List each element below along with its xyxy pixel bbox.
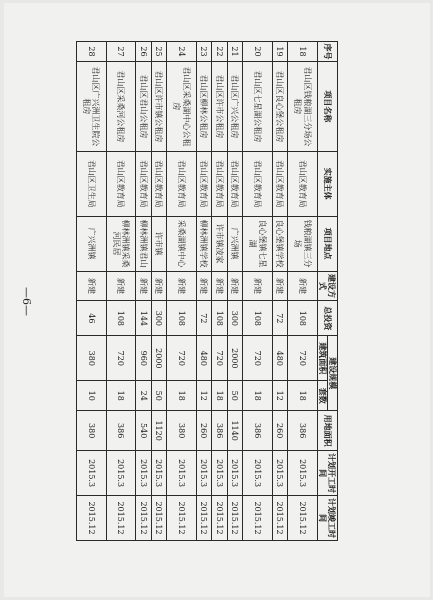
header-name: 项目名称 <box>317 61 337 151</box>
cell-units: 12 <box>196 381 212 411</box>
cell-end: 2015.12 <box>77 496 107 541</box>
cell-entity: 君山区教育局 <box>272 151 288 216</box>
cell-seq: 23 <box>196 42 212 62</box>
cell-end: 2015.12 <box>151 496 167 541</box>
cell-units: 50 <box>151 381 167 411</box>
cell-seq: 19 <box>272 42 288 62</box>
cell-land: 386 <box>288 411 318 451</box>
cell-name: 君山区许市公租房 <box>212 61 228 151</box>
header-seq: 序号 <box>317 42 337 62</box>
cell-start: 2015.3 <box>227 451 243 496</box>
header-end: 计划竣工时间 <box>317 496 337 541</box>
cell-mode: 新建 <box>167 271 197 301</box>
cell-entity: 君山区教育局 <box>106 151 136 216</box>
table-row <box>151 42 167 541</box>
cell-land: 260 <box>272 411 288 451</box>
table-row <box>212 42 228 541</box>
cell-land: 540 <box>136 411 152 451</box>
cell-name: 君山区良心堡公租房 <box>272 61 288 151</box>
cell-units: 18 <box>243 381 273 411</box>
cell-units: 12 <box>272 381 288 411</box>
cell-name: 君山区钱粮湖三分场公租房 <box>288 61 318 151</box>
cell-start: 2015.3 <box>151 451 167 496</box>
cell-start: 2015.3 <box>106 451 136 496</box>
cell-entity: 君山区教育局 <box>288 151 318 216</box>
cell-name: 君山区许市镇公租房 <box>151 61 167 151</box>
cell-seq: 26 <box>136 42 152 62</box>
cell-area: 720 <box>288 336 318 381</box>
header-entity: 实施主体 <box>317 151 337 216</box>
cell-seq: 28 <box>77 42 107 62</box>
cell-name: 君山区君山公租房 <box>136 61 152 151</box>
header-start: 计划开工时间 <box>317 451 337 496</box>
cell-start: 2015.3 <box>243 451 273 496</box>
cell-mode: 新建 <box>136 271 152 301</box>
cell-land: 1120 <box>151 411 167 451</box>
table-row <box>106 42 136 541</box>
cell-location: 钱粮湖镇三分场 <box>288 216 318 271</box>
cell-land: 380 <box>167 411 197 451</box>
cell-mode: 新建 <box>288 271 318 301</box>
cell-end: 2015.12 <box>196 496 212 541</box>
table-row <box>288 42 318 541</box>
cell-start: 2015.3 <box>212 451 228 496</box>
cell-seq: 25 <box>151 42 167 62</box>
cell-entity: 君山区教育局 <box>151 151 167 216</box>
cell-units: 18 <box>106 381 136 411</box>
cell-area: 2000 <box>227 336 243 381</box>
cell-end: 2015.12 <box>243 496 273 541</box>
cell-mode: 新建 <box>106 271 136 301</box>
cell-end: 2015.12 <box>106 496 136 541</box>
cell-start: 2015.3 <box>167 451 197 496</box>
cell-seq: 18 <box>288 42 318 62</box>
table-row <box>227 42 243 541</box>
cell-mode: 新建 <box>196 271 212 301</box>
cell-location: 柳林洲镇君山 <box>136 216 152 271</box>
header-location: 项目地点 <box>317 216 337 271</box>
cell-invest: 300 <box>227 301 243 336</box>
cell-invest: 108 <box>288 301 318 336</box>
page-number: —6— <box>20 287 33 316</box>
cell-location: 广兴洲镇 <box>77 216 107 271</box>
cell-land: 380 <box>77 411 107 451</box>
cell-area: 720 <box>167 336 197 381</box>
table-row <box>243 42 273 541</box>
cell-name: 君山区采桑河公租房 <box>106 61 136 151</box>
cell-invest: 144 <box>136 301 152 336</box>
header-scale: 建设规模 <box>327 336 337 411</box>
table-row <box>196 42 212 541</box>
cell-location: 采桑湖镇中心 <box>167 216 197 271</box>
cell-land: 386 <box>212 411 228 451</box>
cell-name: 君山区柳林公租房 <box>196 61 212 151</box>
cell-start: 2015.3 <box>77 451 107 496</box>
table-row <box>136 42 152 541</box>
cell-location: 良心堡镇学校 <box>272 216 288 271</box>
cell-units: 18 <box>167 381 197 411</box>
cell-end: 2015.12 <box>227 496 243 541</box>
header-invest: 总投资 <box>317 301 337 336</box>
header-land: 用地面积 <box>317 411 337 451</box>
cell-entity: 君山区教育局 <box>167 151 197 216</box>
cell-area: 2000 <box>151 336 167 381</box>
cell-entity: 君山区教育局 <box>136 151 152 216</box>
cell-name: 君山区七星湖公租房 <box>243 61 273 151</box>
cell-invest: 72 <box>272 301 288 336</box>
cell-mode: 新建 <box>212 271 228 301</box>
cell-end: 2015.12 <box>272 496 288 541</box>
cell-area: 960 <box>136 336 152 381</box>
cell-area: 720 <box>212 336 228 381</box>
cell-invest: 108 <box>212 301 228 336</box>
cell-area: 720 <box>243 336 273 381</box>
cell-name: 君山区采桑湖中心公租房 <box>167 61 197 151</box>
cell-start: 2015.3 <box>136 451 152 496</box>
cell-start: 2015.3 <box>288 451 318 496</box>
header-units: 套数 <box>317 381 327 411</box>
cell-units: 50 <box>227 381 243 411</box>
cell-invest: 108 <box>106 301 136 336</box>
cell-seq: 21 <box>227 42 243 62</box>
cell-entity: 君山区教育局 <box>243 151 273 216</box>
cell-invest: 72 <box>196 301 212 336</box>
cell-name: 君山区广兴公租房 <box>227 61 243 151</box>
cell-location: 许市镇 <box>151 216 167 271</box>
cell-end: 2015.12 <box>167 496 197 541</box>
cell-location: 许市镇凌家 <box>212 216 228 271</box>
cell-mode: 新建 <box>77 271 107 301</box>
cell-start: 2015.3 <box>272 451 288 496</box>
cell-seq: 24 <box>167 42 197 62</box>
cell-invest: 46 <box>77 301 107 336</box>
document-page <box>4 3 430 597</box>
cell-end: 2015.12 <box>136 496 152 541</box>
cell-entity: 君山区卫生局 <box>77 151 107 216</box>
cell-end: 2015.12 <box>288 496 318 541</box>
cell-entity: 君山区教育局 <box>227 151 243 216</box>
cell-invest: 300 <box>151 301 167 336</box>
cell-land: 386 <box>243 411 273 451</box>
cell-area: 380 <box>77 336 107 381</box>
cell-area: 480 <box>272 336 288 381</box>
cell-units: 10 <box>77 381 107 411</box>
cell-location: 柳林洲镇采桑河民居 <box>106 216 136 271</box>
table-row <box>167 42 197 541</box>
rotated-table-wrapper <box>76 41 338 541</box>
cell-location: 广兴洲镇 <box>227 216 243 271</box>
cell-land: 1140 <box>227 411 243 451</box>
project-table <box>76 41 338 541</box>
cell-entity: 君山区教育局 <box>196 151 212 216</box>
cell-name: 君山区广兴洲卫生院公租房 <box>77 61 107 151</box>
cell-seq: 22 <box>212 42 228 62</box>
cell-land: 386 <box>106 411 136 451</box>
cell-mode: 新建 <box>272 271 288 301</box>
cell-land: 260 <box>196 411 212 451</box>
cell-location: 柳林洲镇学校 <box>196 216 212 271</box>
cell-seq: 27 <box>106 42 136 62</box>
cell-area: 480 <box>196 336 212 381</box>
cell-area: 720 <box>106 336 136 381</box>
cell-mode: 新建 <box>151 271 167 301</box>
cell-units: 18 <box>212 381 228 411</box>
cell-seq: 20 <box>243 42 273 62</box>
header-area: 建筑面积 <box>317 336 327 381</box>
cell-invest: 108 <box>167 301 197 336</box>
cell-units: 18 <box>288 381 318 411</box>
cell-location: 良心堡镇七星湖 <box>243 216 273 271</box>
cell-mode: 新建 <box>243 271 273 301</box>
cell-mode: 新建 <box>227 271 243 301</box>
cell-end: 2015.12 <box>212 496 228 541</box>
table-row <box>272 42 288 541</box>
header-mode: 建设方式 <box>317 271 337 301</box>
cell-start: 2015.3 <box>196 451 212 496</box>
cell-invest: 108 <box>243 301 273 336</box>
table-row <box>77 42 107 541</box>
cell-entity: 君山区教育局 <box>212 151 228 216</box>
cell-units: 24 <box>136 381 152 411</box>
